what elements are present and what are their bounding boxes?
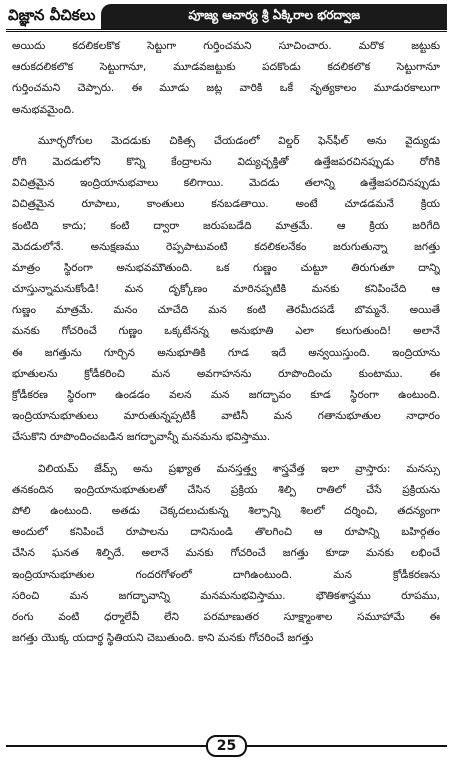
text-line: ఇంద్రియానుభూతుల గందరగోళంలో దాగిఉంటుంది. మన క్రోడీకరణను [12,568,440,581]
text-line: విలియమ్ జేమ్స్ అను ప్రఖ్యాత మనస్తత్త్వ శాస్త్రవేత్త ఇలా వ్రాస్తారు: మనస్సు [38,462,440,475]
text-line: అనుభవమైంది. [12,103,75,116]
text-line: తనకందిన ఇంద్రియానుభూతులతో చేసిన ప్రక్రియ శిల్పి రాతిలో చేసే ప్రక్రియను [12,483,440,496]
paragraph [12,131,440,449]
text-line: మెదడులోనే. అనుక్షణము రెప్పపాటువంటి కదలికలనేకం జరుగుతున్నా జగత్తు [12,240,440,253]
page-header [6,4,447,32]
text-line: పోలి ఉంటుంది. అతడు చెక్కదలుచుకున్న శిల్పాన్ని శిలలో దర్శించి, తదన్యంగా [12,504,440,517]
text-line: గుణ్ణం మాత్రమే. మనం చూచేది మన కంటి తెరమీదపడే బొమ్మనే. అయితే [12,304,440,317]
text-line: మనకు గోచరించే గుణ్ణం ఒక్కటేనన్న అనుభూతి ఎలా కలుగుతుంది! అలానే [12,325,440,338]
text-line: మాత్రం స్థిరంగా అనుభవమౌతుంది. ఒక గుణ్ణం చుట్టూ తిరుగుతూ దాన్ని [12,261,440,274]
text-line: విచిత్రమైన రూపాలు, కాంతులు కనబడతాయి. అంటే చూడడమనే క్రియ [12,198,440,211]
paragraph-gap [12,449,440,459]
paragraph-gap [12,121,440,131]
text-line: భూతులను క్రోడీకరించి మన అవగాహనను రూపొందించు కుంటాము. ఈ [12,367,440,380]
body-text [12,36,440,649]
text-line: కంటిది కాదు; కంటి ద్వారా జరుపబడేది మాత్రమే. ఆ క్రియ జరిగేది [12,219,440,232]
page-footer [6,735,447,757]
text-line: ఇంద్రియానుభూతులు మారుతున్నప్పటికీ వాటినీ మన గతానుభూతుల నాధారం [12,410,440,423]
text-line: ఆరుకదలికలొక సెట్టుగానూ, మూడవజట్టుకు పదకొండు కదలికలొక సెట్టుగానూ [12,61,440,74]
text-line: రోగి మెదడులోని కొన్ని కేంద్రాలను విద్యుచ్ఛక్తితో ఉత్తేజపరచినప్పుడు రోగికి [12,155,440,168]
book-title: విజ్ఞాన వీచికలు [8,5,96,24]
text-line: ఈ జగత్తును గూర్చిన అనుభూతికి గూడ ఇదే అన్వయిస్తుంది. ఇంద్రియాను [12,346,440,359]
page-number: 25 [206,735,247,757]
author-banner: పూజ్య ఆచార్య శ్రీ ఏక్కిరాల భరద్వాజ [101,4,447,29]
text-line: జగత్తు యొక్క యదార్థ స్థితియని చెబుతుంది. కాని మనకు గోచరించే జగత్తు [12,632,314,645]
text-line: చూస్తున్నామనుకోండి! మన దృక్కోణం మారినప్పటికి మనకు కనిపించేది ఆ [12,283,440,296]
text-line: సరించి మన జగద్భావాన్ని మనమనుభవిస్తాము. భౌతికశాస్త్రము రూపము, [12,589,440,602]
text-line: విచిత్రమైన ఇంద్రియానుభవాలు కలిగాయి. మెదడు తలాన్ని ఉత్తేజపరచినప్పుడు [12,177,440,190]
text-line: రంగు వంటి ధర్మాలేవీ లేని పరమాణుతర సూక్ష్మాంశాల సమూహామే ఈ [12,610,440,623]
text-line: చేసుకొని రూపొందించబడిన జగద్భావాన్నీ మనమను భవిస్తాము. [12,431,271,444]
paragraph [12,36,440,121]
text-line: అందులో కనిపించే రూపాలను దానినుండి తొలగించి ఆ రూపాన్ని బహిర్గతం [12,526,440,539]
text-line: గుర్తించమని చెప్పారు. ఈ మూడు జట్ల వారికి ఒకే నృత్యకాలం మూడురకాలుగా [12,82,440,95]
text-line: క్రోడీకరణ స్థిరంగా ఉండడం వలన మన జగద్భావం కూడ స్థిరంగా ఉంటుంది. [12,389,440,401]
paragraph [12,459,440,650]
text-line: చేసిన ఘనత శిల్పిదే. అలానే మనకు గోచరించే జగత్తు కూడా మనకు లభించే [12,547,440,560]
text-line: అయిదు కదలికలకొక సెట్టుగా గుర్తించమని సూచించారు. మరొక జట్టుకు [12,40,440,52]
text-line: మూర్ఛరోగుల మెదడుకు చికిత్స చేయడంలో విల్డర్ ఫెన్‌ఫీల్ అను వైద్యుడు [38,134,440,147]
